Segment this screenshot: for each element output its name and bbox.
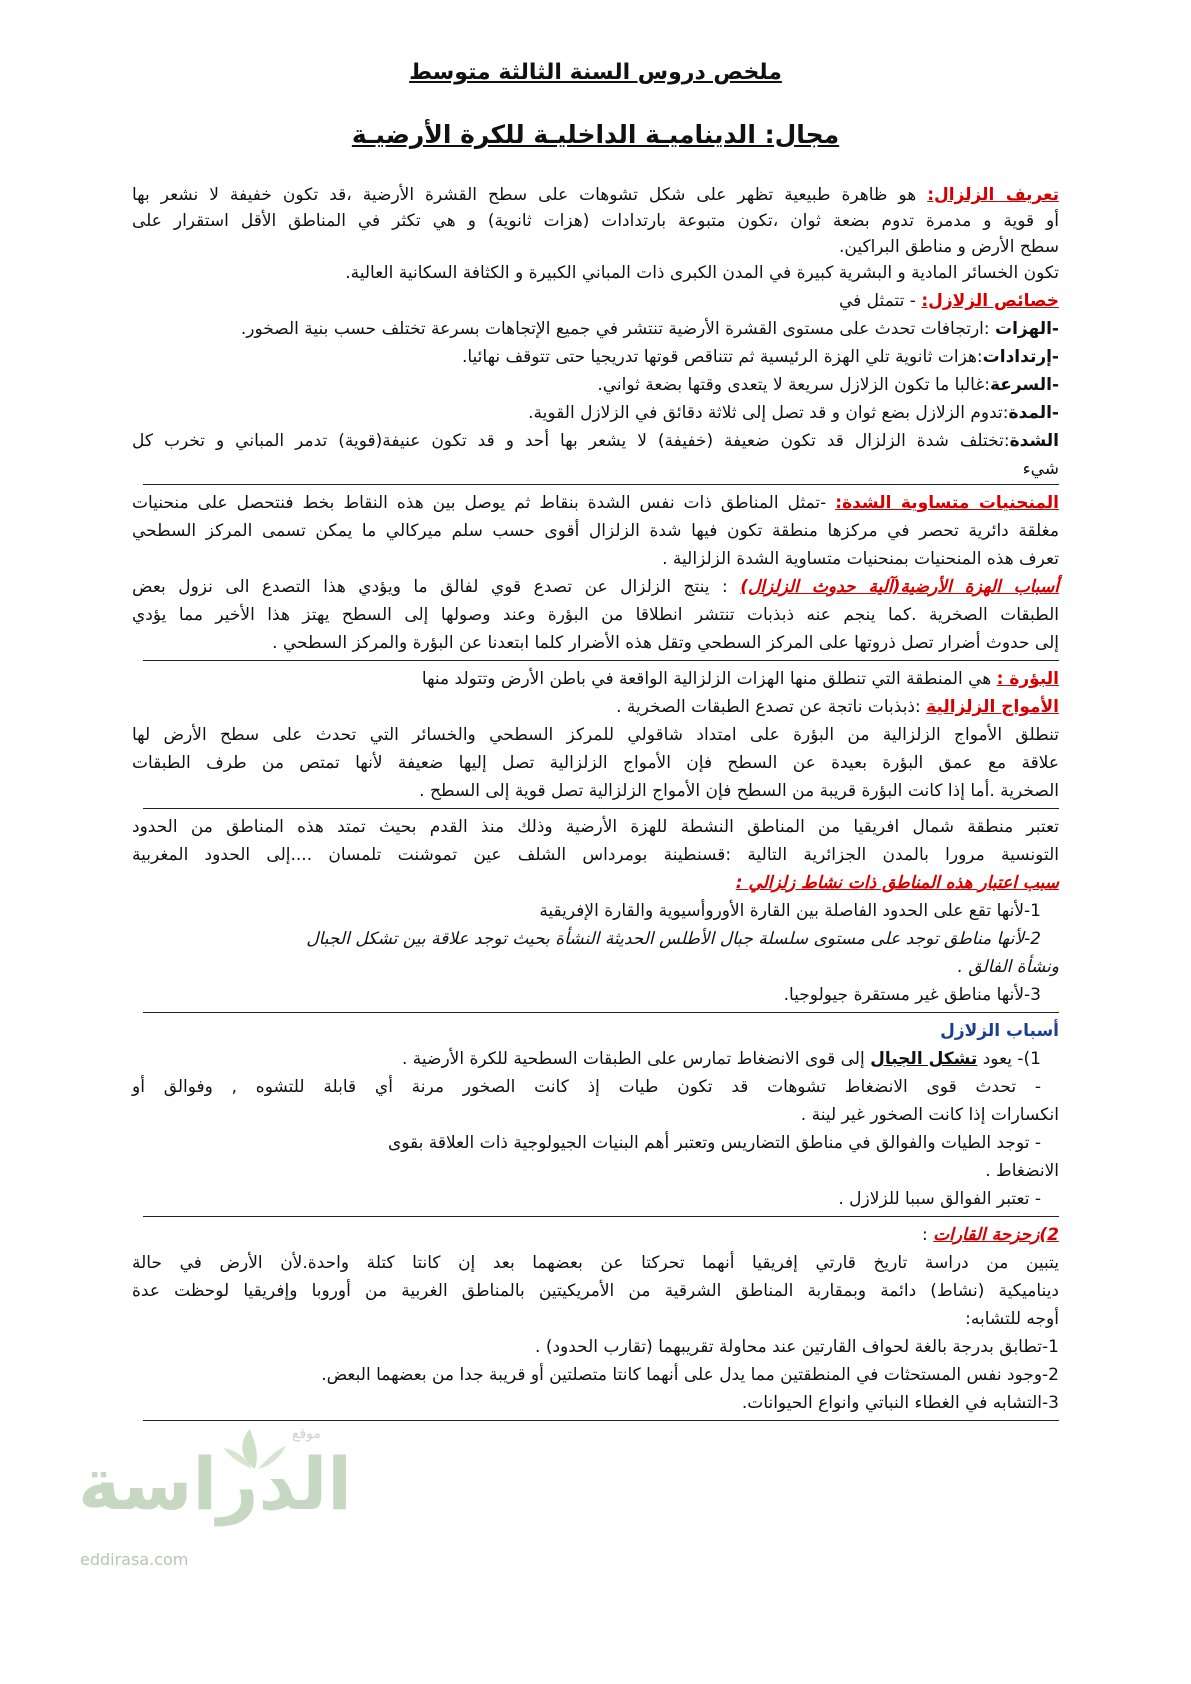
tremors-label: -الهزات: [995, 319, 1059, 339]
definition-line-3: سطح الأرض و مناطق البراكين.: [839, 237, 1059, 257]
aftershocks-label: -إرتدادات: [982, 347, 1059, 367]
aftershocks-text: :هزات ثانوية تلي الهزة الرئيسية ثم تتناقص قوتها تدريجيا حتى تتوقف نهائيا.: [461, 347, 983, 367]
drift-line-2: ديناميكية (نشاط) دائمة وبمقاربة المناطق الشرقية من الأمريكيتين بالمناطق الغربية من أوروبا وإفريقيا لوحظت عدة: [132, 1281, 1059, 1301]
divider: [143, 808, 1059, 809]
similarity-item-3: 3-التشابه في الغطاء النباتي وانواع الحيوانات.: [741, 1393, 1059, 1413]
causes-line-3: إلى حدوث أضرار تصل ذروتها على المركز السطحي وتقل هذه الأضرار كلما ابتعدنا عن البؤرة والمركز السطحي .: [272, 633, 1059, 653]
drift-line-1: يتبين من دراسة تاريخ قارتي إفريقيا أنهما تحركتا عن بعضهما بعد إن كانتا كتلة واحدة.لأن الأرض في حالة: [132, 1253, 1059, 1273]
speed-label: -السرعة: [989, 375, 1059, 395]
mountain-formation-term: تشكل الجبال: [870, 1049, 978, 1069]
definition-line-2: أو قوية و مدمرة تدوم بضعة ثوان ،تكون متبوعة بارتدادات (هزات ثانوية) و هي تكثر في المناطق الأقل استقرار على: [132, 211, 1059, 231]
focus-line: [132, 668, 1059, 690]
colon: :: [921, 1225, 934, 1245]
mountain-formation-text: إلى قوى الانضغاط تمارس على الطبقات السطحية للكرة الأرضية .: [401, 1049, 871, 1069]
north-africa-line-1: تعتبر منطقة شمال افريقيا من المناطق النشطة للهزة الأرضية وذلك منذ القدم بحيث تمتد هذه المناطق من الحدود: [132, 817, 1059, 837]
reason-item-1: 1-لأنها تقع على الحدود الفاصلة بين القارة الأوروأسيوية والقارة الإفريقية: [539, 901, 1041, 921]
divider: [143, 484, 1059, 485]
earthquake-causes-label: أسباب الزلازل: [940, 1021, 1059, 1041]
item-number: 1)- يعود: [977, 1049, 1041, 1069]
bullet-2: - توجد الطيات والفوالق في مناطق التضاريس وتعتبر أهم البنيات الجيولوجية ذات العلاقة بقوى: [387, 1133, 1041, 1153]
focus-text: هي المنطقة التي تنطلق منها الهزات الزلزالية الواقعة في باطن الأرض وتتولد منها: [421, 669, 997, 689]
divider: [143, 660, 1059, 661]
property-intensity: [132, 430, 1059, 452]
losses-line: تكون الخسائر المادية و البشرية كبيرة في المدن الكبرى ذات المباني الكبيرة و الكثافة السكانية العالية.: [345, 263, 1059, 283]
north-africa-line-2: التونسية مرورا بالمدن الجزائرية التالية :قسنطينة بومرداس الشلف عين تموشنت تلمسان ....إلى الحدود المغربية: [132, 845, 1059, 865]
similarity-item-2: 2-وجود نفس المستحثات في المنطقتين مما يدل على أنهما كانتا متصلتين أو قريبة جدا من بعضهما البعض.: [321, 1365, 1059, 1385]
intensity-text: :تختلف شدة الزلزال قد تكون ضعيفة (خفيفة) لا يشعر بها أحد و قد تكون عنيفة(قوية) تدمر المباني و تخرب كل: [132, 431, 1010, 451]
seismic-waves-line: [132, 696, 1059, 718]
reason-item-2: 2-لأنها مناطق توجد على مستوى سلسلة جبال الأطلس الحديثة النشأة بحيث توجد علاقة بين تشكل الجبال: [306, 929, 1041, 949]
causes-label: أسباب الهزة الأرضية(آلية حدوث الزلزال): [740, 577, 1059, 597]
waves-line-2: علاقة مع عمق البؤرة بعيدة عن السطح فإن الأمواج الزلزالية تصل إليها ضعيفة لأنها تمتص من طرف الطبقات: [132, 753, 1059, 773]
isoseismal-line-2: مغلقة دائرية تحصر في مركزها منطقة تكون فيها شدة الزلزال أقوى حسب سلم ميركالي ما يمكن تسمى المركز السطحي: [132, 521, 1059, 541]
causes-line-2: الطبقات الصخرية .كما ينجم عنه ذبذبات تنتشر انطلاقا من البؤرة وعند وصولها إلى السطح يهتز هذا الأخير مما يؤدي: [132, 605, 1059, 625]
isoseismal-label: المنحنيات متساوية الشدة:: [835, 493, 1059, 513]
watermark-text: الدراسة: [78, 1442, 352, 1526]
continental-drift-label: 2)زحزحة القارات: [933, 1225, 1059, 1245]
properties-label: خصائص الزلازل:: [921, 291, 1059, 311]
drift-line-3: أوجه للتشابه:: [965, 1309, 1059, 1329]
focus-label: البؤرة :: [996, 669, 1059, 689]
causes-heading: [132, 1020, 1059, 1042]
earthquake-definition-line: [132, 184, 1059, 206]
divider: [143, 1216, 1059, 1217]
isoseismal-line-1: [132, 492, 1059, 514]
isoseismal-text: -تمثل المناطق ذات نفس الشدة بنقاط ثم يوصل بين هذه النقاط بخط فنتحصل على منحنيات: [132, 493, 836, 513]
waves-line-3: الصخرية .أما إذا كانت البؤرة قريبة من السطح فإن الأمواج الزلزالية تصل قوية إلى السطح .: [419, 781, 1059, 801]
causes-text: : ينتج الزلزال عن تصدع قوي لفالق ما ويؤدي هذا التصدع الى نزول بعض: [132, 577, 741, 597]
waves-line-1: تنطلق الأمواج الزلزالية من البؤرة على امتداد شاقولي للمركز السطحي والخسائر التي تحدث على سطح الأرض لها: [132, 725, 1059, 745]
definition-text: هو ظاهرة طبيعية تظهر على شكل تشوهات على سطح القشرة الأرضية ،قد تكون خفيفة لا نشعر بها: [132, 185, 928, 205]
similarity-item-1: 1-تطابق بدرجة بالغة لحواف القارتين عند محاولة تقريبهما (تقارب الحدود) .: [535, 1337, 1059, 1357]
divider: [143, 1012, 1059, 1013]
definition-label: تعريف الزلزال:: [927, 185, 1059, 205]
bullet-1: - تحدث قوى الانضغاط تشوهات قد تكون طيات إذ كانت الصخور مرنة أي قابلة للتشوه , وفوالق أو: [132, 1077, 1041, 1097]
property-tremors: [132, 318, 1059, 340]
speed-text: :غالبا ما تكون الزلازل سريعة لا يتعدى وقتها بضعة ثواني.: [597, 375, 990, 395]
seismic-waves-text: :ذبذبات ناتجة عن تصدع الطبقات الصخرية .: [616, 697, 927, 717]
watermark-small-text: موقع: [292, 1426, 321, 1442]
seismic-waves-label: الأمواج الزلزالية: [926, 697, 1059, 717]
tremors-text: :ارتجافات تحدث على مستوى القشرة الأرضية تنتشر في جميع الإتجاهات بسرعة تختلف حسب بنية الصخور.: [240, 319, 996, 339]
causes-line-1: [132, 576, 1059, 598]
continental-drift-heading: [132, 1224, 1059, 1246]
property-duration: [132, 402, 1059, 424]
intensity-line-2: شيء: [1022, 459, 1059, 479]
properties-heading: [132, 290, 1059, 312]
mountain-formation-line: [132, 1048, 1041, 1070]
duration-label: -المدة: [1008, 403, 1059, 423]
watermark-logo: [70, 1418, 352, 1569]
reason-item-3: 3-لأنها مناطق غير مستقرة جيولوجيا.: [783, 985, 1041, 1005]
isoseismal-line-3: تعرف هذه المنحنيات بمنحنيات متساوية الشدة الزلزالية .: [662, 549, 1059, 569]
reason-item-2-cont: ونشأة الفالق .: [957, 957, 1059, 977]
intensity-label: الشدة: [1009, 431, 1059, 451]
property-speed: [132, 374, 1059, 396]
watermark-url: eddirasa.com: [80, 1550, 189, 1569]
bullet-3: - تعتبر الفوالق سببا للزلازل .: [838, 1189, 1041, 1209]
reason-label: سبب اعتبار هذه المناطق ذات نشاط زلزالي :: [735, 873, 1059, 893]
properties-text: - تتمثل في: [838, 291, 922, 311]
bullet-2-cont: الانضغاط .: [985, 1161, 1059, 1181]
reason-heading: [132, 872, 1059, 894]
bullet-1-cont: انكسارات إذا كانت الصخور غير لينة .: [800, 1105, 1059, 1125]
document-title: ملخص دروس السنة الثالثة متوسط: [409, 60, 782, 85]
property-aftershocks: [132, 346, 1059, 368]
duration-text: :تدوم الزلازل بضع ثوان و قد تصل إلى ثلاثة دقائق في الزلازل القوية.: [528, 403, 1009, 423]
document-subtitle: مجال: الديناميـة الداخليـة للكرة الأرضيـة: [351, 120, 840, 149]
